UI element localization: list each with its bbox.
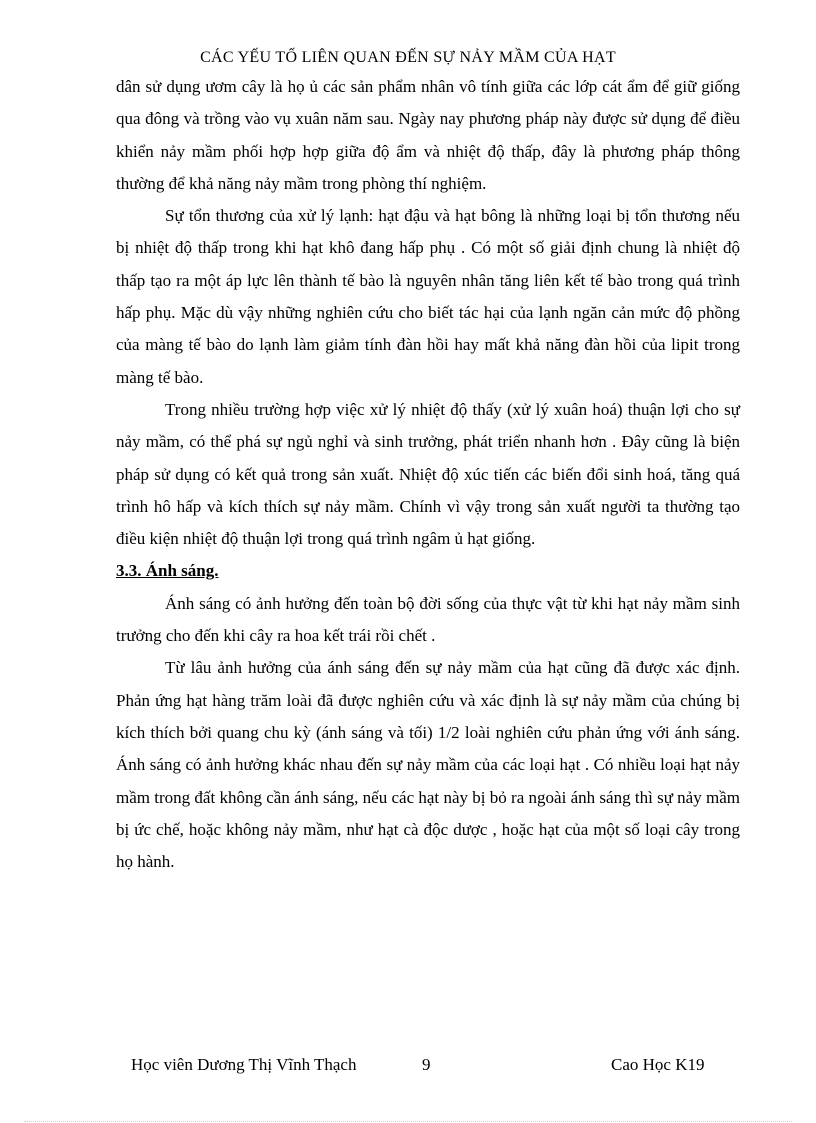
running-header: CÁC YẾU TỐ LIÊN QUAN ĐẾN SỰ NẢY MẦM CỦA HẠT [200, 49, 616, 66]
page-bottom-rule [24, 1121, 792, 1122]
footer-course: Cao Học K19 [611, 1055, 705, 1074]
paragraph-continued: dân sử dụng ươm cây là họ ủ các sản phẩm nhân vô tính giữa các lớp cát ẩm để giữ giống qua đông và trồng vào vụ xuân năm sau. Ngày nay phương pháp này được sử dụng để điều khiển nảy mầm phối hợp hợp giữa độ ẩm và nhiệt độ thấp, đây là phương pháp thông thường để khả năng nảy mầm trong phòng thí nghiệm. [116, 77, 740, 193]
paragraph-cold-damage: Sự tổn thương của xử lý lạnh: hạt đậu và hạt bông là những loại bị tổn thương nếu bị nhiệt độ thấp trong khi hạt khô đang hấp phụ . Có một số giải định chung là nhiệt độ thấp tạo ra một áp lực lên thành tế bào là nguyên nhân tăng liên kết tế bào trong quá trình hấp phụ. Mặc dù vậy những nghiên cứu cho biết tác hại của lạnh ngăn cản mức độ phồng của màng tế bào do lạnh làm giảm tính đàn hồi hay mất khả năng đàn hồi của lipit trong màng tế bào. [116, 206, 740, 387]
document-body [116, 71, 740, 878]
page-number: 9 [422, 1055, 431, 1074]
paragraph-light-effects: Từ lâu ảnh hưởng của ánh sáng đến sự nảy mầm của hạt cũng đã được xác định. Phản ứng hạt hàng trăm loài đã được nghiên cứu và xác định là sự nảy mầm của chúng bị kích thích bởi quang chu kỳ (ánh sáng và tối) 1/2 loài nghiên cứu phản ứng với ánh sáng. Ánh sáng có ảnh hưởng khác nhau đến sự nảy mầm của các loại hạt . Có nhiều loại hạt nảy mầm trong đất không cần ánh sáng, nếu các hạt này bị bỏ ra ngoài ánh sáng thì sự nảy mầm bị ức chế, hoặc không nảy mầm, như hạt cà độc dược , hoặc hạt của một số loại cây trong họ hành. [116, 658, 740, 872]
paragraph-light-intro: Ánh sáng có ảnh hưởng đến toàn bộ đời sống của thực vật từ khi hạt nảy mầm sinh trưởng cho đến khi cây ra hoa kết trái rồi chết . [116, 593, 740, 646]
paragraph-vernalization: Trong nhiều trường hợp việc xử lý nhiệt độ thấy (xử lý xuân hoá) thuận lợi cho sự nảy mầm, có thể phá sự ngủ nghỉ và sinh trưởng, phát triển nhanh hơn . Đây cũng là biện pháp sử dụng có kết quả trong sản xuất. Nhiệt độ xúc tiến các biến đổi sinh hoá, tăng quá trình hô hấp và kích thích sự nảy mầm. Chính vì vậy trong sản xuất người ta thường tạo điều kiện nhiệt độ thuận lợi trong quá trình ngâm ủ hạt giống. [116, 399, 740, 549]
section-heading: 3.3. Ánh sáng. [116, 561, 219, 581]
footer-author: Học viên Dương Thị Vĩnh Thạch [131, 1055, 357, 1074]
